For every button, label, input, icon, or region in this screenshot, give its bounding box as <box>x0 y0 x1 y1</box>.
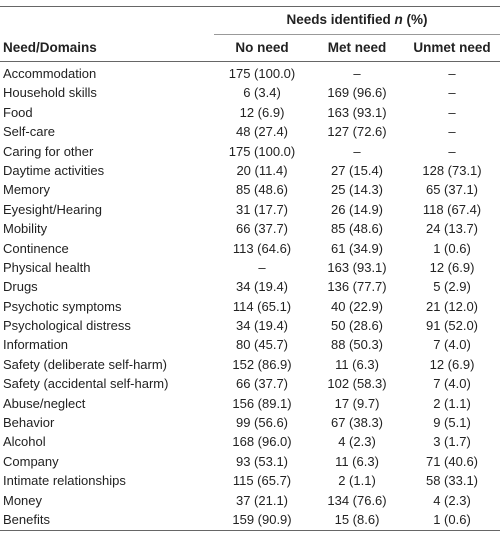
cell-domain: Self-care <box>3 124 56 140</box>
cell-no-need: 66 (37.7) <box>235 376 289 392</box>
cell-domain: Benefits <box>3 511 50 527</box>
cell-met-need: 50 (28.6) <box>330 318 384 334</box>
cell-domain: Behavior <box>3 415 55 431</box>
cell-domain: Memory <box>3 182 50 198</box>
column-header-unmet-need: Unmet need <box>413 40 491 55</box>
table-row <box>0 219 500 238</box>
cell-unmet-need: – <box>448 143 456 159</box>
cell-met-need: 2 (1.1) <box>338 473 376 489</box>
table-row <box>0 122 500 141</box>
cell-domain: Intimate relationships <box>3 473 126 489</box>
table-row <box>0 277 500 296</box>
cell-no-need: 168 (96.0) <box>232 434 292 450</box>
cell-unmet-need: 12 (6.9) <box>429 259 475 275</box>
cell-unmet-need: 7 (4.0) <box>433 337 471 353</box>
table-row <box>0 103 500 122</box>
cell-met-need: 163 (93.1) <box>327 259 387 275</box>
table-row <box>0 432 500 451</box>
cell-met-need: 26 (14.9) <box>330 201 384 217</box>
cell-unmet-need: 3 (1.7) <box>433 434 471 450</box>
cell-unmet-need: 91 (52.0) <box>425 318 479 334</box>
cell-unmet-need: 58 (33.1) <box>425 473 479 489</box>
cell-domain: Money <box>3 492 43 508</box>
cell-no-need: 114 (65.1) <box>232 298 292 314</box>
table-row <box>0 413 500 432</box>
cell-unmet-need: – <box>448 85 456 101</box>
table-row <box>0 355 500 374</box>
cell-met-need: 127 (72.6) <box>327 124 387 140</box>
table-row <box>0 452 500 471</box>
cell-met-need: 61 (34.9) <box>330 240 384 256</box>
cell-met-need: 40 (22.9) <box>330 298 384 314</box>
cell-unmet-need: 2 (1.1) <box>433 395 471 411</box>
cell-no-need: 20 (11.4) <box>236 162 288 178</box>
cell-unmet-need: 65 (37.1) <box>425 182 479 198</box>
cell-met-need: 163 (93.1) <box>327 104 387 120</box>
group-header-rule <box>214 34 500 35</box>
cell-unmet-need: 128 (73.1) <box>422 162 482 178</box>
cell-met-need: 4 (2.3) <box>338 434 376 450</box>
cell-no-need: 31 (17.7) <box>235 201 289 217</box>
group-header-prefix: Needs identified <box>286 12 395 27</box>
cell-domain: Accommodation <box>3 66 97 81</box>
cell-domain: Safety (deliberate self-harm) <box>3 356 168 372</box>
cell-domain: Abuse/neglect <box>3 395 86 411</box>
table-body <box>0 64 500 529</box>
table-row <box>0 200 500 219</box>
table-row <box>0 510 500 529</box>
table-row <box>0 335 500 354</box>
cell-no-need: 175 (100.0) <box>228 143 296 159</box>
cell-met-need: 169 (96.6) <box>327 85 387 101</box>
cell-unmet-need: 24 (13.7) <box>425 221 479 237</box>
cell-unmet-need: 9 (5.1) <box>433 415 471 431</box>
cell-domain: Caring for other <box>3 143 94 159</box>
cell-unmet-need: 118 (67.4) <box>422 201 482 217</box>
cell-domain: Drugs <box>3 279 38 295</box>
cell-no-need: 34 (19.4) <box>235 279 289 295</box>
cell-unmet-need: 21 (12.0) <box>425 298 479 314</box>
cell-unmet-need: – <box>448 104 456 120</box>
table-row <box>0 161 500 180</box>
cell-met-need: 67 (38.3) <box>330 415 384 431</box>
cell-met-need: 17 (9.7) <box>334 395 380 411</box>
table-row <box>0 491 500 510</box>
table-row <box>0 258 500 277</box>
table-row <box>0 394 500 413</box>
cell-domain: Daytime activities <box>3 162 105 178</box>
cell-no-need: 156 (89.1) <box>232 395 292 411</box>
cell-domain: Eyesight/Hearing <box>3 201 102 217</box>
cell-domain: Psychological distress <box>3 318 131 334</box>
cell-met-need: 25 (14.3) <box>330 182 384 198</box>
cell-domain: Physical health <box>3 259 91 275</box>
cell-unmet-need: 5 (2.9) <box>433 279 471 295</box>
table-row <box>0 471 500 490</box>
table-top-rule <box>0 6 500 7</box>
cell-unmet-need: 4 (2.3) <box>433 492 471 508</box>
cell-unmet-need: 7 (4.0) <box>433 376 471 392</box>
cell-no-need: 66 (37.7) <box>235 221 289 237</box>
cell-unmet-need: 12 (6.9) <box>429 356 475 372</box>
cell-no-need: 99 (56.6) <box>235 415 289 431</box>
group-header-n: n <box>394 12 403 27</box>
cell-no-need: 93 (53.1) <box>235 453 289 469</box>
cell-no-need: 152 (86.9) <box>232 356 292 372</box>
cell-met-need: 11 (6.3) <box>335 453 379 469</box>
cell-met-need: 11 (6.3) <box>335 356 379 372</box>
cell-no-need: 80 (45.7) <box>235 337 289 353</box>
table-row <box>0 142 500 161</box>
cell-no-need: 113 (64.6) <box>232 240 292 256</box>
cell-no-need: 115 (65.7) <box>232 473 292 489</box>
cell-met-need: 136 (77.7) <box>327 279 387 295</box>
cell-no-need: 85 (48.6) <box>235 182 289 198</box>
column-header-domain: Need/Domains <box>3 40 97 55</box>
column-header-met-need: Met need <box>327 40 387 55</box>
cell-no-need: – <box>258 259 266 275</box>
cell-no-need: 175 (100.0) <box>228 66 296 81</box>
cell-met-need: 15 (8.6) <box>334 511 380 527</box>
cell-met-need: 85 (48.6) <box>330 221 384 237</box>
cell-no-need: 159 (90.9) <box>232 511 292 527</box>
cell-domain: Continence <box>3 240 69 256</box>
cell-domain: Safety (accidental self-harm) <box>3 376 169 392</box>
cell-domain: Company <box>3 453 59 469</box>
table-bottom-rule <box>0 530 500 531</box>
cell-no-need: 48 (27.4) <box>235 124 289 140</box>
table-row <box>0 297 500 316</box>
table-row <box>0 64 500 83</box>
table-row <box>0 180 500 199</box>
table-row <box>0 316 500 335</box>
cell-unmet-need: – <box>448 66 456 81</box>
table-row <box>0 374 500 393</box>
cell-no-need: 37 (21.1) <box>235 492 289 508</box>
cell-domain: Alcohol <box>3 434 46 450</box>
cell-domain: Psychotic symptoms <box>3 298 122 314</box>
cell-no-need: 12 (6.9) <box>239 104 285 120</box>
table-row <box>0 239 500 258</box>
cell-domain: Information <box>3 337 69 353</box>
group-header <box>214 12 500 27</box>
header-rule <box>0 61 500 62</box>
table-row <box>0 83 500 102</box>
column-header-no-need: No need <box>235 40 289 55</box>
cell-met-need: 27 (15.4) <box>330 162 384 178</box>
cell-unmet-need: – <box>448 124 456 140</box>
cell-met-need: – <box>353 66 361 81</box>
cell-domain: Food <box>3 104 33 120</box>
cell-met-need: – <box>353 143 361 159</box>
cell-no-need: 34 (19.4) <box>235 318 289 334</box>
cell-domain: Household skills <box>3 85 97 101</box>
cell-unmet-need: 1 (0.6) <box>433 240 471 256</box>
cell-met-need: 102 (58.3) <box>327 376 387 392</box>
cell-met-need: 134 (76.6) <box>327 492 387 508</box>
cell-domain: Mobility <box>3 221 48 237</box>
cell-unmet-need: 1 (0.6) <box>433 511 471 527</box>
cell-unmet-need: 71 (40.6) <box>425 453 479 469</box>
cell-met-need: 88 (50.3) <box>330 337 384 353</box>
group-header-suffix: (%) <box>402 12 428 27</box>
cell-no-need: 6 (3.4) <box>243 85 281 101</box>
